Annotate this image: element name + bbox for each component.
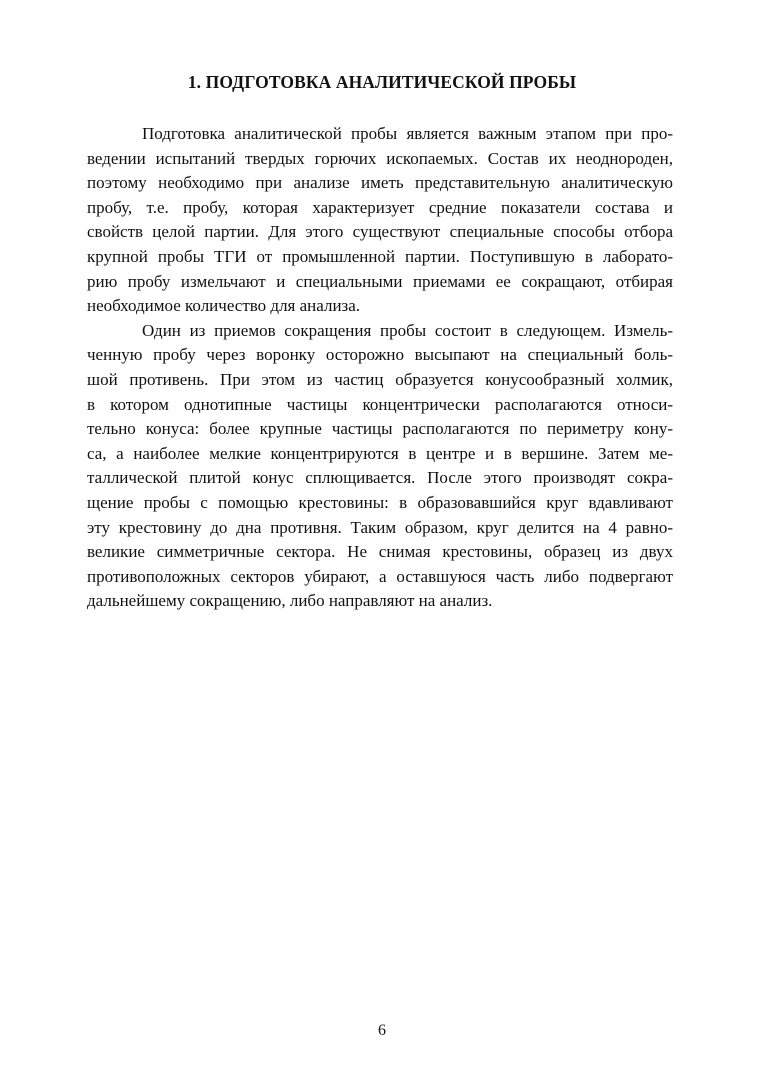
text-line: шой противень. При этом из частиц образуется конусообразный холмик,: [87, 369, 673, 389]
text-line: пробу, т.е. пробу, которая характеризует средние показатели состава и: [87, 197, 673, 217]
text-line: великие симметричные сектора. Не снимая крестовины, образец из двух: [87, 542, 673, 562]
text-line: рию пробу измельчают и специальными приемами ее сокращают, отбирая: [87, 271, 673, 291]
paragraph: [87, 122, 673, 319]
text-line: са, а наиболее мелкие концентрируются в центре и в вершине. Затем ме-: [87, 443, 673, 463]
paragraph: [87, 319, 673, 614]
text-line: щение пробы с помощью крестовины: в образовавшийся круг вдавливают: [87, 492, 673, 512]
text-line: тельно конуса: более крупные частицы располагаются по периметру кону-: [87, 419, 673, 439]
text-line: крупной пробы ТГИ от промышленной партии. Поступившую в лаборато-: [87, 246, 673, 266]
text-line: эту крестовину до дна противня. Таким образом, круг делится на 4 равно-: [87, 517, 673, 537]
text-line: поэтому необходимо при анализе иметь представительную аналитическую: [87, 173, 673, 193]
text-line: Один из приемов сокращения пробы состоит в следующем. Измель-: [142, 320, 673, 340]
body-text: [87, 122, 673, 614]
text-line: свойств целой партии. Для этого существуют специальные способы отбора: [87, 222, 673, 242]
text-line: ведении испытаний твердых горючих ископаемых. Состав их неоднороден,: [87, 148, 673, 168]
text-line: Подготовка аналитической пробы является важным этапом при про-: [142, 124, 673, 143]
text-line: дальнейшему сокращению, либо направляют на анализ.: [87, 591, 493, 611]
text-line: таллической плитой конус сплющивается. После этого производят сокра-: [87, 468, 673, 488]
page-number: 6: [378, 1022, 386, 1039]
text-line: противоположных секторов убирают, а оставшуюся часть либо подвергают: [87, 566, 673, 586]
section-heading: 1. ПОДГОТОВКА АНАЛИТИЧЕСКОЙ ПРОБЫ: [187, 72, 577, 92]
text-line: ченную пробу через воронку осторожно высыпают на специальный боль-: [87, 345, 673, 365]
text-line: необходимое количество для анализа.: [87, 296, 361, 316]
text-line: в котором однотипные частицы концентрически располагаются относи-: [87, 394, 673, 414]
